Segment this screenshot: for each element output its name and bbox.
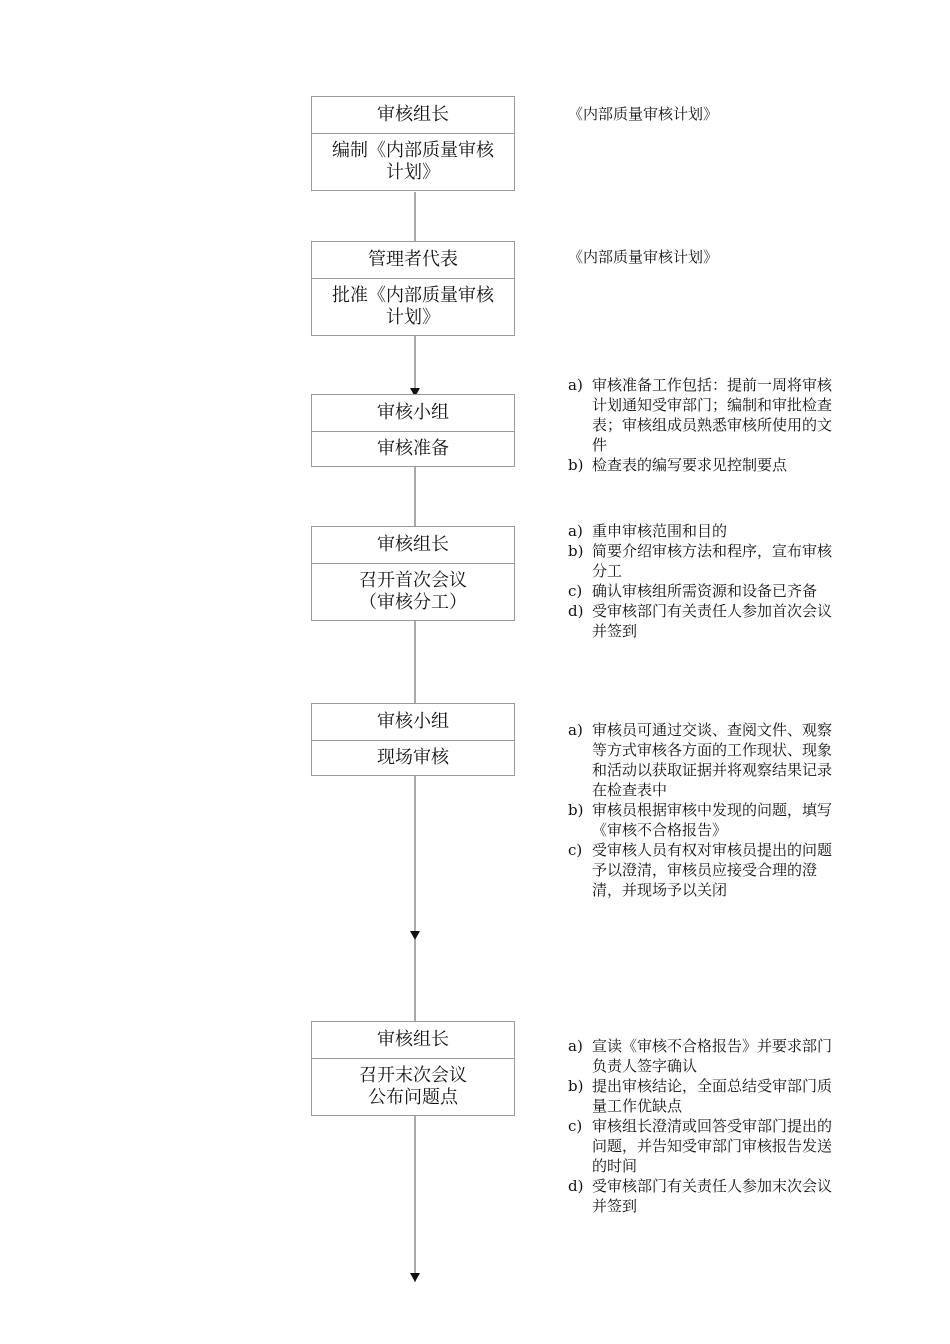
note-marker: b) [568, 801, 584, 819]
note-item [568, 1036, 840, 1076]
step-role: 审核小组 [312, 395, 514, 432]
note-item [568, 1116, 840, 1176]
note-marker: b) [568, 1077, 584, 1095]
note-marker: d) [568, 602, 584, 620]
note-marker: a) [568, 1037, 583, 1055]
step-action: 审核准备 [377, 438, 449, 459]
note-text: 受审核部门有关责任人参加首次会议并签到 [592, 602, 833, 640]
step-note-3 [568, 375, 840, 475]
note-marker: a) [568, 721, 583, 739]
note-marker: c) [568, 582, 583, 600]
step-box-4 [311, 526, 515, 621]
step-action: 编制《内部质量审核 计划》 [332, 140, 494, 183]
step-note-2: 《内部质量审核计划》 [568, 248, 719, 266]
note-item [568, 840, 840, 900]
note-item [568, 800, 840, 840]
step-role: 审核组长 [312, 527, 514, 564]
note-text: 检查表的编写要求见控制要点 [592, 456, 788, 474]
note-item [568, 601, 840, 641]
step-action: 现场审核 [377, 747, 449, 768]
step-box-2 [311, 241, 515, 336]
note-text: 受审核部门有关责任人参加末次会议并签到 [592, 1177, 833, 1215]
step-action: 批准《内部质量审核 计划》 [332, 285, 494, 328]
note-item [568, 720, 840, 800]
note-text: 审核组长澄清或回答受审部门提出的问题，并告知受审部门审核报告发送的时间 [592, 1117, 833, 1175]
note-marker: c) [568, 841, 583, 859]
step-role: 审核组长 [312, 1022, 514, 1059]
note-text: 宣读《审核不合格报告》并要求部门负责人签字确认 [592, 1037, 833, 1075]
step-action: 召开首次会议 （审核分工） [359, 570, 467, 613]
arrow-head-4 [410, 931, 420, 940]
note-marker: a) [568, 522, 583, 540]
note-item [568, 375, 840, 455]
step-box-5 [311, 703, 515, 776]
note-marker: c) [568, 1117, 583, 1135]
step-note-1: 《内部质量审核计划》 [568, 105, 719, 123]
step-note-5 [568, 720, 840, 900]
note-text: 重申审核范围和目的 [592, 522, 728, 540]
step-role: 审核组长 [312, 97, 514, 134]
step-box-1 [311, 96, 515, 191]
note-item [568, 1076, 840, 1116]
note-item [568, 1176, 840, 1216]
note-text: 提出审核结论，全面总结受审部门质量工作优缺点 [592, 1077, 833, 1115]
step-role: 管理者代表 [312, 242, 514, 279]
step-action: 召开末次会议 公布问题点 [359, 1065, 467, 1108]
arrow-head-5 [410, 1273, 420, 1282]
note-item [568, 521, 840, 541]
note-text: 简要介绍审核方法和程序，宣布审核分工 [592, 542, 833, 580]
note-item [568, 455, 840, 475]
note-text: 审核员根据审核中发现的问题，填写《审核不合格报告》 [592, 801, 833, 839]
note-text: 审核准备工作包括：提前一周将审核计划通知受审部门；编制和审批检查表；审核组成员熟悉审核所使用的文件 [592, 376, 833, 454]
note-text: 确认审核组所需资源和设备已齐备 [592, 582, 818, 600]
note-marker: b) [568, 456, 584, 474]
note-marker: d) [568, 1177, 584, 1195]
note-marker: a) [568, 376, 583, 394]
step-note-4 [568, 521, 840, 641]
step-note-6 [568, 1036, 840, 1216]
step-box-3 [311, 394, 515, 467]
note-text: 受审核人员有权对审核员提出的问题予以澄清，审核员应接受合理的澄清，并现场予以关闭 [592, 841, 833, 899]
note-text: 审核员可通过交谈、查阅文件、观察等方式审核各方面的工作现状、现象和活动以获取证据并将观察结果记录在检查表中 [592, 721, 833, 799]
note-item [568, 541, 840, 581]
note-item [568, 581, 840, 601]
note-marker: b) [568, 542, 584, 560]
step-role: 审核小组 [312, 704, 514, 741]
step-box-6 [311, 1021, 515, 1116]
